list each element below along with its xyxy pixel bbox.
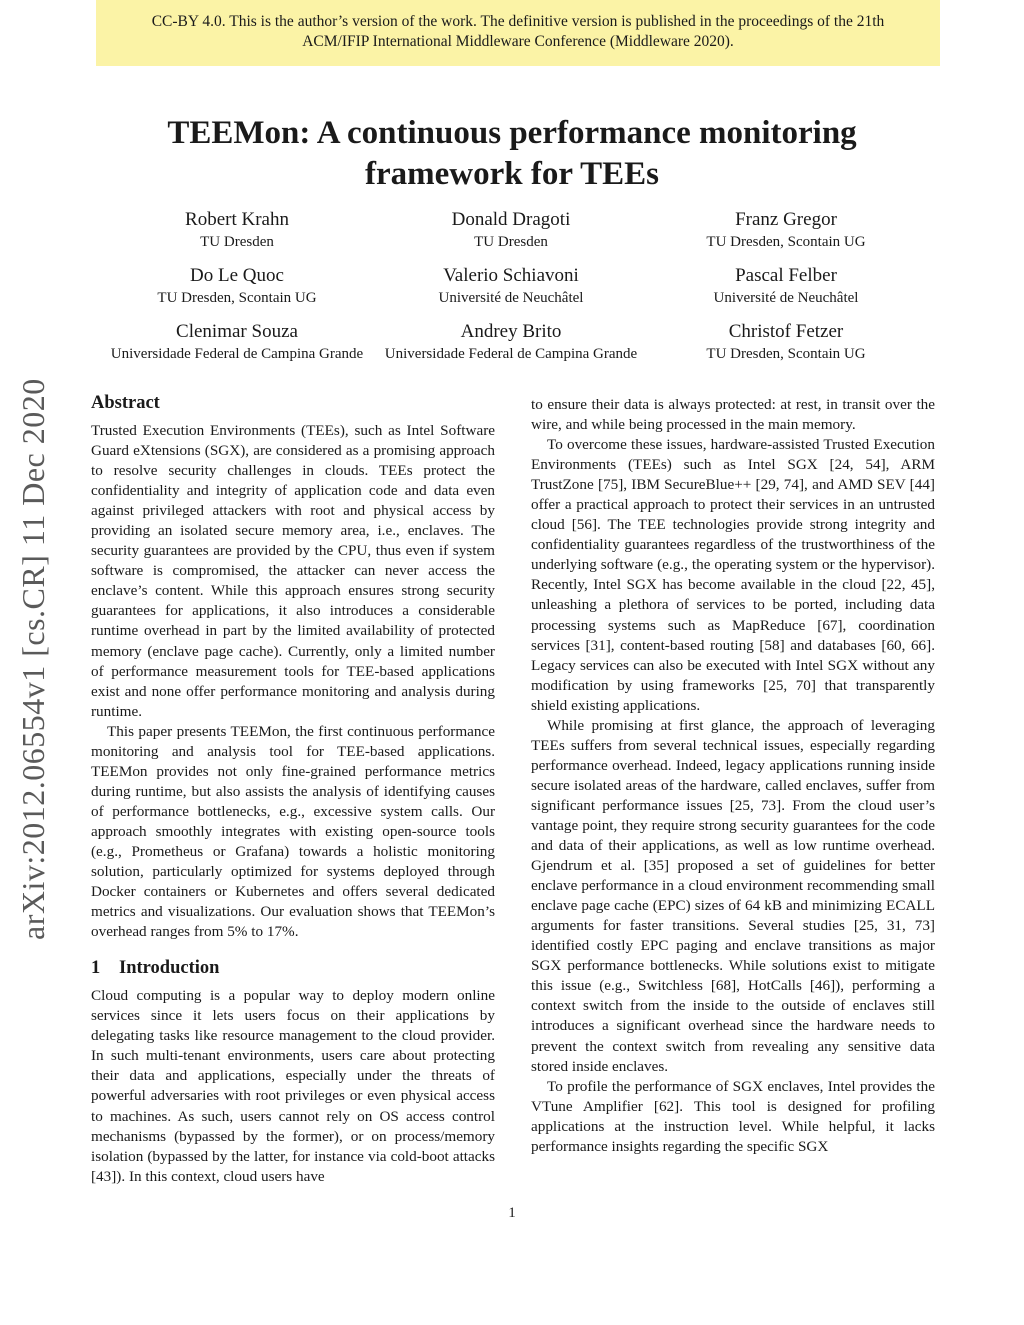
author-affiliation: TU Dresden <box>200 234 274 250</box>
author-affiliation: TU Dresden, Scontain UG <box>706 346 866 362</box>
right-column <box>531 395 935 1157</box>
author-name: Valerio Schiavoni <box>443 265 579 286</box>
author-name: Christof Fetzer <box>728 321 844 342</box>
author-card <box>381 320 641 364</box>
abstract-heading: Abstract <box>91 393 160 413</box>
body-paragraph: To profile the performance of SGX enclaves, Intel provides the VTune Amplifier [62]. This tool is designed for profiling applications at the instruction level. While helpful, it lacks performance insights regarding the specific SGX <box>531 1077 935 1155</box>
author-name: Franz Gregor <box>735 209 837 230</box>
paper-title <box>96 113 928 195</box>
license-line-1: CC-BY 4.0. This is the author’s version of the work. The definitive version is published in the proceedings of the 21th <box>151 13 885 30</box>
author-affiliation: TU Dresden <box>474 234 548 250</box>
section-heading-introduction <box>91 956 495 980</box>
author-affiliation: Université de Neuchâtel <box>713 290 859 306</box>
intro-paragraph: Cloud computing is a popular way to deploy modern online services since it lets users focus on their applications by delegating tasks like resource management to the cloud provider. In such multi-tenant environments, users care about protecting their data and applications, especially under the threats of powerful adversaries with root privileges or even physical access to machines. As such, users cannot rely on OS access control mechanisms (bypassed by the former), or on process/memory isolation (bypassed by the latter, for instance via cold-boot attacks [43]). In this context, cloud users have <box>91 987 495 1185</box>
license-banner <box>96 0 940 66</box>
license-line-2: ACM/IFIP International Middleware Conference (Middleware 2020). <box>302 33 734 50</box>
section-number: 1 <box>91 958 101 979</box>
author-name: Donald Dragoti <box>451 209 571 230</box>
page-number: 1 <box>508 1205 516 1221</box>
author-name: Andrey Brito <box>460 321 562 342</box>
author-affiliation: TU Dresden, Scontain UG <box>157 290 317 306</box>
author-card <box>381 208 641 252</box>
left-column <box>91 391 495 1187</box>
author-affiliation: Université de Neuchâtel <box>438 290 584 306</box>
author-affiliation: TU Dresden, Scontain UG <box>706 234 866 250</box>
arxiv-stamp: arXiv:2012.06554v1 [cs.CR] 11 Dec 2020 <box>15 378 51 940</box>
author-name: Pascal Felber <box>735 265 837 286</box>
author-card <box>107 208 367 252</box>
title-line-2: framework for TEEs <box>365 156 659 192</box>
author-card <box>381 264 641 308</box>
body-paragraph: to ensure their data is always protected: at rest, in transit over the wire, and while being processed in the main memory. <box>531 396 935 434</box>
author-affiliation: Universidade Federal de Campina Grande <box>384 346 638 362</box>
abstract-paragraph: Trusted Execution Environments (TEEs), such as Intel Software Guard eXtensions (SGX), are considered as a promising approach to resolve security challenges in clouds. TEEs protect the confidentiality and integrity of application code and data even against privileged attackers with root and physical access by providing an isolated secure memory area, i.e., enclaves. The security guarantees are provided by the CPU, thus even if system software is compromised, the attacker can never access the enclave’s content. While this approach ensures strong security guarantees for applications, it also introduces a considerable runtime overhead in part by the limited availability of protected memory (enclave page cache). Currently, only a limited number of performance measurement tools for TEE-based applications exist and none offer performance monitoring and analysis during runtime. <box>91 422 495 720</box>
title-line-1: TEEMon: A continuous performance monitoring <box>167 115 857 151</box>
section-title: Introduction <box>119 958 220 979</box>
abstract-paragraph: This paper presents TEEMon, the first continuous performance monitoring and analysis tool for TEE-based applications. TEEMon provides not only fine-grained performance metrics during runtime, but also assists the analysis of identifying causes of performance bottlenecks, e.g., excessive system calls. Our approach smoothly integrates with existing open-source tools (e.g., Prometheus or Grafana) towards a holistic monitoring solution, particularly optimized for systems deployed through Docker containers or Kubernetes and offers several dedicated metrics and visualizations. Our evaluation shows that TEEMon’s overhead ranges from 5% to 17%. <box>91 722 495 941</box>
author-card <box>656 264 916 308</box>
author-card <box>107 264 367 308</box>
body-paragraph: To overcome these issues, hardware-assisted Trusted Execution Environments (TEEs) such as Intel SGX [24, 54], ARM TrustZone [75], IBM SecureBlue++ [29, 74], and AMD SEV [44] offer a practical approach to protect their services in an untrusted cloud [56]. The TEE technologies provide strong integrity and confidentiality guarantees regardless of the trustworthiness of the underlying software (e.g., the operating system or the hypervisor). Recently, Intel SGX has become available in the cloud [22, 45], unleashing a plethora of services to be ported, including data processing systems such as MapReduce [67], coordination services [31], content-based routing [58] and databases [60, 66]. Legacy services can also be executed with Intel SGX without any modification by using frameworks [25, 70] that transparently shield existing applications. <box>531 436 935 714</box>
author-name: Clenimar Souza <box>176 321 298 342</box>
body-paragraph: While promising at first glance, the approach of leveraging TEEs suffers from several technical issues, especially regarding performance overhead. Indeed, legacy applications running inside secure isolated areas of the hardware, called enclaves, suffer from significant performance issues [25, 73]. From the cloud user’s vantage point, they require strong security guarantees for the code and data of their applications, as well as low runtime overhead. Gjendrum et al. [35] proposed a set of guidelines for better enclave performance in a cloud environment recommending small enclave page cache (EPC) sizes of 64 kB and minimizing ECALL arguments for faster transitions. Several studies [25, 31, 73] identified costly EPC paging and enclave transitions as major SGX performance bottlenecks. While solutions exist to mitigate this issue (e.g., Switchless [68], HotCalls [46]), performing a context switch from the inside to the outside of enclaves still introduces a significant overhead since the hardware needs to prevent the context switch from revealing any sensitive data stored inside enclaves. <box>531 716 935 1075</box>
author-name: Robert Krahn <box>185 209 289 230</box>
author-card <box>656 208 916 252</box>
author-card <box>656 320 916 364</box>
author-affiliation: Universidade Federal de Campina Grande <box>110 346 364 362</box>
author-name: Do Le Quoc <box>190 265 284 286</box>
author-card <box>107 320 367 364</box>
